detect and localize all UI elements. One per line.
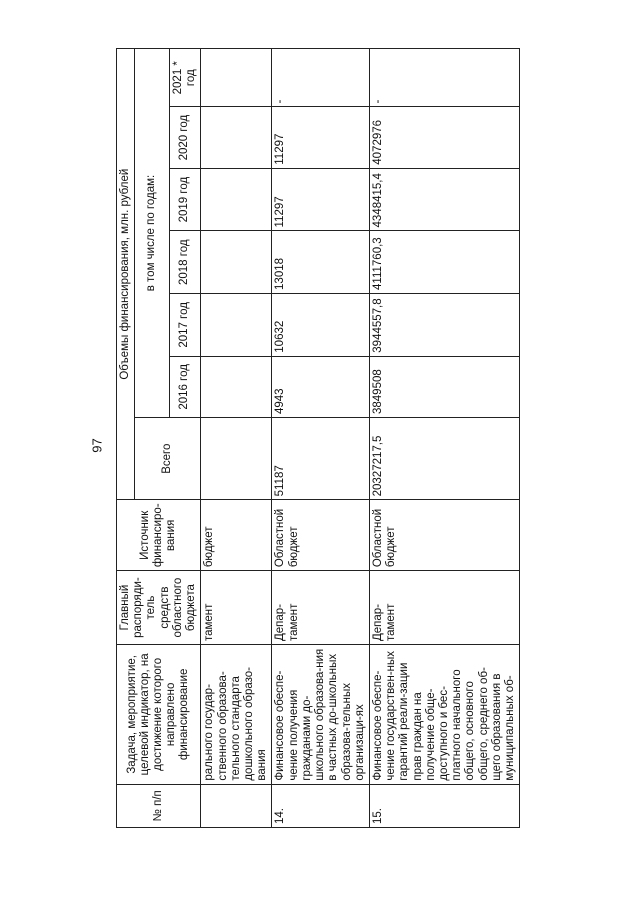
header-year-2020: 2020 год xyxy=(169,107,200,168)
row-year-2016: 4943 xyxy=(272,356,370,417)
header-source: Источник финансиро-вания xyxy=(117,500,201,571)
funding-table xyxy=(116,48,520,828)
row-year-2021: - xyxy=(369,49,519,107)
header-main-manager: Главный распоряди-тель средств областного бюджета xyxy=(117,571,201,645)
row-year-2016 xyxy=(201,356,272,417)
row-task: рального государ-ственного образова-тельного стандарта дошкольного образо-вания xyxy=(201,645,272,785)
funding-table-container xyxy=(116,48,576,828)
header-total: Всего xyxy=(135,418,201,500)
table-row xyxy=(369,49,519,828)
row-year-2020 xyxy=(201,107,272,168)
row-year-2016: 3849508 xyxy=(369,356,519,417)
row-main-manager: тамент xyxy=(201,571,272,645)
header-num: № п/п xyxy=(117,784,201,827)
row-total xyxy=(201,418,272,500)
row-total: 20327217,5 xyxy=(369,418,519,500)
header-funding: Объемы финансирования, млн. рублей xyxy=(117,49,135,500)
row-year-2019 xyxy=(201,168,272,231)
row-year-2017: 3944557,8 xyxy=(369,293,519,356)
row-num: 15. xyxy=(369,784,519,827)
header-year-2016: 2016 год xyxy=(169,356,200,417)
row-year-2018: 4111760,3 xyxy=(369,231,519,293)
row-source: Областной бюджет xyxy=(272,500,370,571)
row-year-2019: 4348415,4 xyxy=(369,168,519,231)
header-row-1 xyxy=(117,49,135,828)
row-year-2020: 11297 xyxy=(272,107,370,168)
row-year-2019: 11297 xyxy=(272,168,370,231)
row-main-manager: Депар-тамент xyxy=(369,571,519,645)
header-year-2021: 2021 * год xyxy=(169,49,200,107)
table-row xyxy=(272,49,370,828)
row-year-2021: - xyxy=(272,49,370,107)
table-row xyxy=(201,49,272,828)
row-source: Областной бюджет xyxy=(369,500,519,571)
row-year-2017: 10632 xyxy=(272,293,370,356)
row-num xyxy=(201,784,272,827)
page-number: 97 xyxy=(89,438,105,453)
row-year-2018: 13018 xyxy=(272,231,370,293)
row-main-manager: Депар-тамент xyxy=(272,571,370,645)
row-num: 14. xyxy=(272,784,370,827)
header-year-2019: 2019 год xyxy=(169,168,200,231)
row-task: Финансовое обеспе-чение государствен-ных гарантий реали-зации прав граждан на получение обще-доступного и бес-платного начального общего, основного общего, среднего об-щего образования в муниципальных об- xyxy=(369,645,519,785)
header-year-2017: 2017 год xyxy=(169,293,200,356)
header-year-2018: 2018 год xyxy=(169,231,200,293)
header-by-years: в том числе по годам: xyxy=(135,49,170,418)
header-task: Задача, мероприятие, целевой индикатор, на достижение которого направлено финансирование xyxy=(117,645,201,785)
row-task: Финансовое обеспе-чение получения гражданами до-школьного образова-ния в частных до-школьных образова-тельных организаци-ях xyxy=(272,645,370,785)
row-year-2017 xyxy=(201,293,272,356)
rotated-page xyxy=(116,48,576,828)
row-year-2018 xyxy=(201,231,272,293)
row-year-2021 xyxy=(201,49,272,107)
row-source: бюджет xyxy=(201,500,272,571)
row-total: 51187 xyxy=(272,418,370,500)
row-year-2020: 4072976 xyxy=(369,107,519,168)
